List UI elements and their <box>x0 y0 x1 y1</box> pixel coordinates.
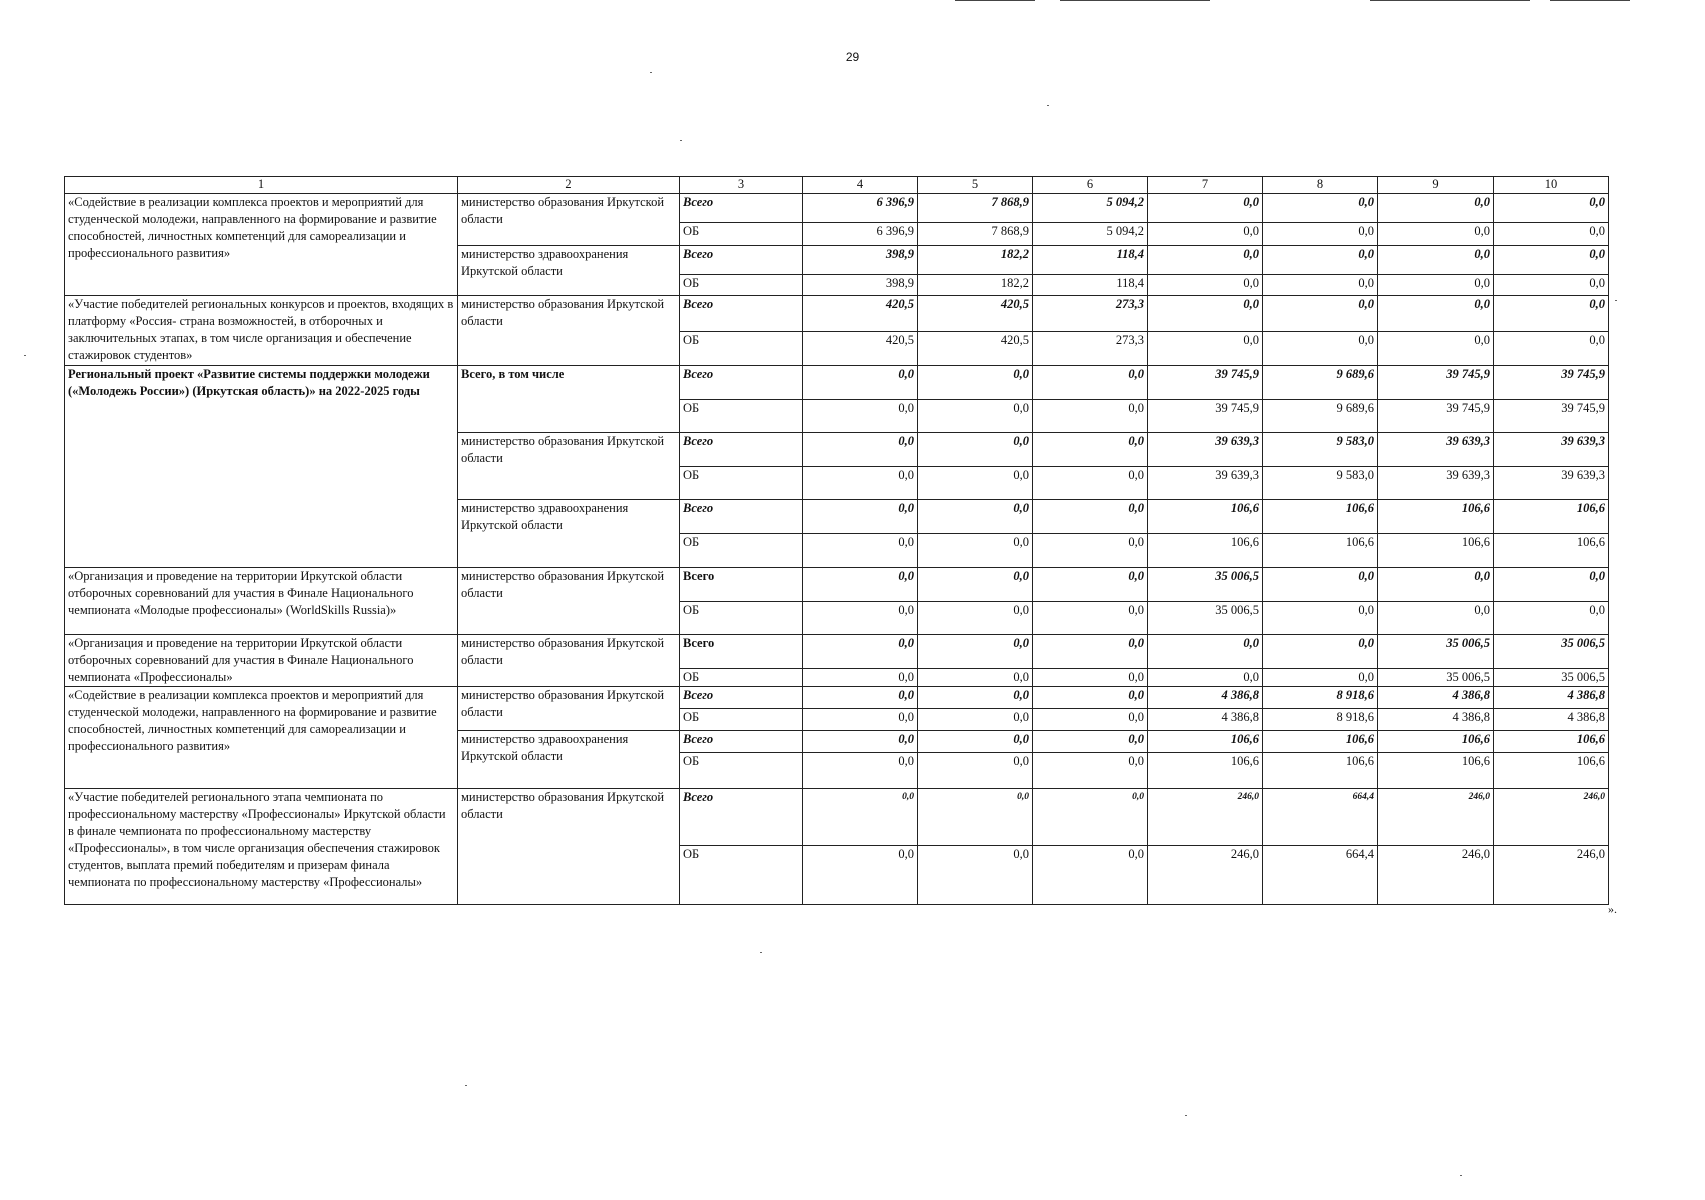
amount-cell: 9 689,6 <box>1263 366 1378 400</box>
amount-cell: 106,6 <box>1378 534 1494 568</box>
amount-cell: 35 006,5 <box>1378 635 1494 669</box>
amount-cell: 0,0 <box>803 709 918 731</box>
amount-cell: 39 639,3 <box>1494 433 1609 467</box>
funding-source: ОБ <box>680 332 803 366</box>
amount-cell: 0,0 <box>1378 223 1494 246</box>
amount-cell: 0,0 <box>918 789 1033 846</box>
amount-cell: 0,0 <box>803 731 918 753</box>
column-number: 6 <box>1033 177 1148 194</box>
column-number: 4 <box>803 177 918 194</box>
column-number: 7 <box>1148 177 1263 194</box>
amount-cell: 0,0 <box>803 433 918 467</box>
amount-cell: 0,0 <box>1263 194 1378 223</box>
amount-cell: 0,0 <box>918 568 1033 602</box>
amount-cell: 4 386,8 <box>1148 687 1263 709</box>
amount-cell: 0,0 <box>803 467 918 500</box>
amount-cell: 0,0 <box>1263 602 1378 635</box>
amount-cell: 0,0 <box>1033 534 1148 568</box>
amount-cell: 273,3 <box>1033 332 1148 366</box>
funding-source: Всего <box>680 246 803 275</box>
amount-cell: 246,0 <box>1378 789 1494 846</box>
scan-speck <box>650 72 652 73</box>
amount-cell: 0,0 <box>1033 709 1148 731</box>
amount-cell: 0,0 <box>1263 246 1378 275</box>
amount-cell: 6 396,9 <box>803 194 918 223</box>
amount-cell: 0,0 <box>1263 296 1378 332</box>
responsible-organization: министерство образования Иркутской области <box>458 635 680 687</box>
activity-description: Региональный проект «Развитие системы поддержки молодежи («Молодежь России») (Иркутская область)» на 2022-2025 годы <box>65 366 458 568</box>
amount-cell: 4 386,8 <box>1494 687 1609 709</box>
responsible-organization: министерство образования Иркутской области <box>458 296 680 366</box>
amount-cell: 0,0 <box>803 669 918 687</box>
amount-cell: 7 868,9 <box>918 194 1033 223</box>
amount-cell: 8 918,6 <box>1263 687 1378 709</box>
amount-cell: 9 689,6 <box>1263 400 1378 433</box>
amount-cell: 0,0 <box>918 500 1033 534</box>
amount-cell: 664,4 <box>1263 846 1378 905</box>
amount-cell: 0,0 <box>803 753 918 789</box>
funding-source: Всего <box>680 731 803 753</box>
amount-cell: 0,0 <box>1378 602 1494 635</box>
amount-cell: 0,0 <box>803 846 918 905</box>
amount-cell: 0,0 <box>1033 731 1148 753</box>
funding-source: ОБ <box>680 602 803 635</box>
amount-cell: 0,0 <box>803 789 918 846</box>
funding-source: Всего <box>680 687 803 709</box>
funding-source: ОБ <box>680 753 803 789</box>
amount-cell: 4 386,8 <box>1148 709 1263 731</box>
responsible-organization: министерство образования Иркутской области <box>458 687 680 731</box>
amount-cell: 35 006,5 <box>1494 635 1609 669</box>
amount-cell: 420,5 <box>803 332 918 366</box>
amount-cell: 35 006,5 <box>1148 568 1263 602</box>
budget-table <box>64 176 1609 905</box>
amount-cell: 39 639,3 <box>1378 467 1494 500</box>
amount-cell: 0,0 <box>1378 296 1494 332</box>
funding-source: Всего <box>680 433 803 467</box>
amount-cell: 0,0 <box>1033 846 1148 905</box>
amount-cell: 0,0 <box>803 366 918 400</box>
amount-cell: 106,6 <box>1494 753 1609 789</box>
amount-cell: 0,0 <box>803 534 918 568</box>
amount-cell: 0,0 <box>1033 602 1148 635</box>
responsible-organization: министерство образования Иркутской области <box>458 433 680 500</box>
column-number: 1 <box>65 177 458 194</box>
amount-cell: 39 745,9 <box>1378 366 1494 400</box>
funding-source: ОБ <box>680 669 803 687</box>
activity-description: «Участие победителей регионального этапа чемпионата по профессиональному мастерству «Профессионалы» Иркутской области в финале чемпионата по профессиональному мастерству «Профессионалы», в том числе организация обеспечения стажировок студентов, выплата премий победителям и призерам финала чемпионата по профессиональному мастерству «Профессионалы» <box>65 789 458 905</box>
table-row <box>65 635 1609 669</box>
amount-cell: 39 745,9 <box>1494 400 1609 433</box>
page-number: 29 <box>845 50 860 64</box>
amount-cell: 0,0 <box>918 669 1033 687</box>
funding-source: Всего <box>680 568 803 602</box>
funding-source: Всего <box>680 366 803 400</box>
amount-cell: 246,0 <box>1378 846 1494 905</box>
amount-cell: 106,6 <box>1378 500 1494 534</box>
scan-speck <box>760 952 762 953</box>
amount-cell: 0,0 <box>1378 275 1494 296</box>
amount-cell: 39 745,9 <box>1148 400 1263 433</box>
responsible-organization: министерство здравоохранения Иркутской области <box>458 500 680 568</box>
amount-cell: 0,0 <box>1378 568 1494 602</box>
amount-cell: 182,2 <box>918 246 1033 275</box>
amount-cell: 0,0 <box>803 687 918 709</box>
column-number-row <box>65 177 1609 194</box>
amount-cell: 0,0 <box>918 731 1033 753</box>
amount-cell: 0,0 <box>918 635 1033 669</box>
amount-cell: 0,0 <box>1148 223 1263 246</box>
activity-description: «Организация и проведение на территории Иркутской области отборочных соревнований для участия в Финале Национального чемпионата «Профессионалы» <box>65 635 458 687</box>
amount-cell: 8 918,6 <box>1263 709 1378 731</box>
funding-source: Всего <box>680 194 803 223</box>
amount-cell: 664,4 <box>1263 789 1378 846</box>
amount-cell: 35 006,5 <box>1148 602 1263 635</box>
activity-description: «Содействие в реализации комплекса проектов и мероприятий для студенческой молодежи, направленного на формирование и развитие способностей, личностных компетенций для самореализации и профессионального развития» <box>65 194 458 296</box>
amount-cell: 4 386,8 <box>1494 709 1609 731</box>
table-row <box>65 568 1609 602</box>
amount-cell: 0,0 <box>1033 635 1148 669</box>
top-edge-line <box>1550 0 1630 1</box>
amount-cell: 0,0 <box>803 635 918 669</box>
activity-description: «Содействие в реализации комплекса проектов и мероприятий для студенческой молодежи, направленного на формирование и развитие способностей, личностных компетенций для самореализации и профессионального развития» <box>65 687 458 789</box>
table-row <box>65 366 1609 400</box>
amount-cell: 0,0 <box>1033 789 1148 846</box>
scan-speck <box>465 1085 467 1086</box>
amount-cell: 0,0 <box>1033 366 1148 400</box>
responsible-organization: министерство образования Иркутской области <box>458 789 680 905</box>
funding-source: ОБ <box>680 534 803 568</box>
amount-cell: 35 006,5 <box>1494 669 1609 687</box>
amount-cell: 0,0 <box>1378 246 1494 275</box>
amount-cell: 0,0 <box>1263 669 1378 687</box>
amount-cell: 0,0 <box>918 687 1033 709</box>
amount-cell: 106,6 <box>1148 534 1263 568</box>
closing-quote-mark: ». <box>1608 902 1617 916</box>
amount-cell: 0,0 <box>1263 568 1378 602</box>
amount-cell: 0,0 <box>1494 332 1609 366</box>
amount-cell: 0,0 <box>918 846 1033 905</box>
table-row <box>65 687 1609 709</box>
funding-source: ОБ <box>680 400 803 433</box>
amount-cell: 106,6 <box>1494 500 1609 534</box>
amount-cell: 39 639,3 <box>1378 433 1494 467</box>
amount-cell: 0,0 <box>1033 753 1148 789</box>
activity-description: «Участие победителей региональных конкурсов и проектов, входящих в платформу «Россия- страна возможностей, в отборочных и заключительных этапах, в том числе организация и обеспечение стажировок студентов» <box>65 296 458 366</box>
scan-speck <box>1047 105 1049 106</box>
column-number: 3 <box>680 177 803 194</box>
amount-cell: 0,0 <box>918 709 1033 731</box>
amount-cell: 0,0 <box>1148 275 1263 296</box>
amount-cell: 0,0 <box>1494 275 1609 296</box>
amount-cell: 398,9 <box>803 246 918 275</box>
amount-cell: 4 386,8 <box>1378 709 1494 731</box>
amount-cell: 246,0 <box>1494 789 1609 846</box>
amount-cell: 0,0 <box>1378 194 1494 223</box>
column-number: 9 <box>1378 177 1494 194</box>
amount-cell: 0,0 <box>1033 669 1148 687</box>
table-body <box>65 177 1609 905</box>
amount-cell: 0,0 <box>918 753 1033 789</box>
amount-cell: 106,6 <box>1263 731 1378 753</box>
table-row <box>65 194 1609 223</box>
scan-speck <box>24 355 26 356</box>
amount-cell: 0,0 <box>1148 635 1263 669</box>
amount-cell: 246,0 <box>1494 846 1609 905</box>
top-edge-line <box>1060 0 1210 1</box>
amount-cell: 106,6 <box>1148 731 1263 753</box>
amount-cell: 0,0 <box>1494 246 1609 275</box>
amount-cell: 106,6 <box>1148 753 1263 789</box>
amount-cell: 39 745,9 <box>1494 366 1609 400</box>
amount-cell: 0,0 <box>1494 296 1609 332</box>
funding-source: ОБ <box>680 223 803 246</box>
amount-cell: 0,0 <box>1494 568 1609 602</box>
amount-cell: 0,0 <box>1033 500 1148 534</box>
scan-speck <box>680 140 682 141</box>
responsible-organization: министерство образования Иркутской области <box>458 194 680 246</box>
amount-cell: 0,0 <box>1378 332 1494 366</box>
funding-source: Всего <box>680 296 803 332</box>
amount-cell: 9 583,0 <box>1263 467 1378 500</box>
funding-source: ОБ <box>680 275 803 296</box>
amount-cell: 273,3 <box>1033 296 1148 332</box>
responsible-organization: министерство здравоохранения Иркутской области <box>458 731 680 789</box>
amount-cell: 0,0 <box>1494 194 1609 223</box>
column-number: 5 <box>918 177 1033 194</box>
amount-cell: 0,0 <box>1148 669 1263 687</box>
amount-cell: 5 094,2 <box>1033 194 1148 223</box>
amount-cell: 398,9 <box>803 275 918 296</box>
amount-cell: 0,0 <box>1263 275 1378 296</box>
top-edge-line <box>1370 0 1530 1</box>
amount-cell: 0,0 <box>1033 400 1148 433</box>
amount-cell: 0,0 <box>918 534 1033 568</box>
table-row <box>65 296 1609 332</box>
amount-cell: 0,0 <box>918 400 1033 433</box>
amount-cell: 0,0 <box>1033 467 1148 500</box>
amount-cell: 106,6 <box>1494 534 1609 568</box>
amount-cell: 182,2 <box>918 275 1033 296</box>
amount-cell: 0,0 <box>1148 296 1263 332</box>
amount-cell: 0,0 <box>1033 687 1148 709</box>
amount-cell: 4 386,8 <box>1378 687 1494 709</box>
funding-source: ОБ <box>680 709 803 731</box>
amount-cell: 106,6 <box>1263 753 1378 789</box>
responsible-organization: министерство здравоохранения Иркутской области <box>458 246 680 296</box>
funding-source: Всего <box>680 789 803 846</box>
amount-cell: 39 745,9 <box>1378 400 1494 433</box>
amount-cell: 0,0 <box>1148 246 1263 275</box>
responsible-organization: Всего, в том числе <box>458 366 680 433</box>
amount-cell: 35 006,5 <box>1378 669 1494 687</box>
funding-source: ОБ <box>680 467 803 500</box>
scan-speck <box>1460 1175 1462 1176</box>
amount-cell: 0,0 <box>1033 568 1148 602</box>
funding-source: ОБ <box>680 846 803 905</box>
amount-cell: 0,0 <box>803 568 918 602</box>
amount-cell: 0,0 <box>803 400 918 433</box>
amount-cell: 0,0 <box>1494 602 1609 635</box>
amount-cell: 106,6 <box>1494 731 1609 753</box>
column-number: 10 <box>1494 177 1609 194</box>
amount-cell: 0,0 <box>1033 433 1148 467</box>
amount-cell: 6 396,9 <box>803 223 918 246</box>
table-row <box>65 789 1609 846</box>
scan-speck <box>1615 300 1617 301</box>
amount-cell: 0,0 <box>803 500 918 534</box>
amount-cell: 39 639,3 <box>1494 467 1609 500</box>
amount-cell: 106,6 <box>1378 753 1494 789</box>
amount-cell: 0,0 <box>918 433 1033 467</box>
amount-cell: 39 639,3 <box>1148 433 1263 467</box>
top-edge-line <box>955 0 1035 1</box>
amount-cell: 0,0 <box>918 366 1033 400</box>
amount-cell: 39 745,9 <box>1148 366 1263 400</box>
amount-cell: 0,0 <box>918 602 1033 635</box>
amount-cell: 0,0 <box>1263 332 1378 366</box>
funding-source: Всего <box>680 500 803 534</box>
amount-cell: 0,0 <box>803 602 918 635</box>
amount-cell: 118,4 <box>1033 275 1148 296</box>
amount-cell: 7 868,9 <box>918 223 1033 246</box>
amount-cell: 246,0 <box>1148 846 1263 905</box>
amount-cell: 118,4 <box>1033 246 1148 275</box>
amount-cell: 0,0 <box>1494 223 1609 246</box>
amount-cell: 9 583,0 <box>1263 433 1378 467</box>
column-number: 8 <box>1263 177 1378 194</box>
amount-cell: 420,5 <box>918 332 1033 366</box>
column-number: 2 <box>458 177 680 194</box>
activity-description: «Организация и проведение на территории Иркутской области отборочных соревнований для участия в Финале Национального чемпионата «Молодые профессионалы» (WorldSkills Russia)» <box>65 568 458 635</box>
amount-cell: 420,5 <box>918 296 1033 332</box>
amount-cell: 106,6 <box>1263 500 1378 534</box>
amount-cell: 0,0 <box>918 467 1033 500</box>
amount-cell: 39 639,3 <box>1148 467 1263 500</box>
amount-cell: 246,0 <box>1148 789 1263 846</box>
amount-cell: 0,0 <box>1148 332 1263 366</box>
amount-cell: 0,0 <box>1263 223 1378 246</box>
amount-cell: 0,0 <box>1263 635 1378 669</box>
funding-source: Всего <box>680 635 803 669</box>
amount-cell: 5 094,2 <box>1033 223 1148 246</box>
amount-cell: 106,6 <box>1148 500 1263 534</box>
amount-cell: 420,5 <box>803 296 918 332</box>
amount-cell: 106,6 <box>1378 731 1494 753</box>
responsible-organization: министерство образования Иркутской области <box>458 568 680 635</box>
amount-cell: 106,6 <box>1263 534 1378 568</box>
scan-speck <box>1185 1115 1187 1116</box>
amount-cell: 0,0 <box>1148 194 1263 223</box>
